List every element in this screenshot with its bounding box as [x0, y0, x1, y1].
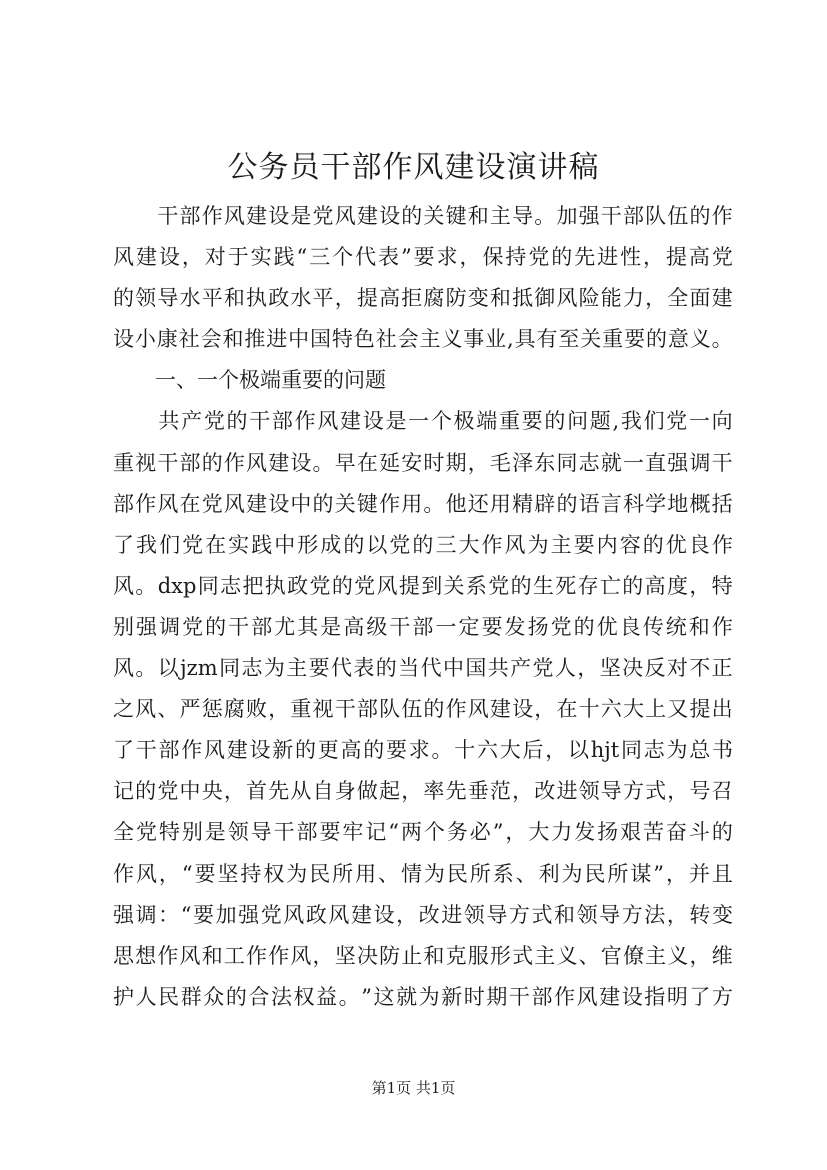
body-line: 作 风 ， “ 要 坚 持 权 为 民 所 用 、 情 为 民 所 系 、 利 为 民 所 谋 ” ， 并 且 — [113, 861, 733, 886]
body-line: 重 视 干 部 的 作 风 建 设 。 早 在 延 安 时 期 ， 毛 泽 东 同 志 就 一 直 强 调 干 — [113, 450, 733, 475]
body-line: 强 调 ： “ 要 加 强 党 风 政 风 建 设 ， 改 进 领 导 方 式 和 领 导 方 法 ， 转 变 — [113, 902, 733, 927]
body-line: 别 强 调 党 的 干 部 尤 其 是 高 级 干 部 一 定 要 发 扬 党 的 优 良 传 统 和 作 — [113, 614, 733, 639]
body-line: 了 我 们 党 在 实 践 中 形 成 的 以 党 的 三 大 作 风 为 主 要 内 容 的 优 良 作 — [113, 532, 733, 557]
body-line: 记 的 党 中 央 ， 首 先 从 自 身 做 起 ， 率 先 垂 范 ， 改 进 领 导 方 式 ， 号 召 — [113, 779, 733, 804]
body-line: 风 。 以 jzm 同 志 为 主 要 代 表 的 当 代 中 国 共 产 党 人 ， 坚 决 反 对 不 正 — [113, 656, 733, 681]
body-line: 风 建 设 ， 对 于 实 践 “ 三 个 代 表 ” 要 求 ， 保 持 党 的 先 进 性 ， 提 高 党 — [113, 245, 733, 270]
body-line: 思 想 作 风 和 工 作 作 风 ， 坚 决 防 止 和 克 服 形 式 主 义 、 官 僚 主 义 ， 维 — [113, 943, 733, 968]
body-line: 全 党 特 别 是 领 导 干 部 要 牢 记 “ 两 个 务 必 ” ， 大 力 发 扬 艰 苦 奋 斗 的 — [113, 820, 733, 845]
body-line: 护 人 民 群 众 的 合 法 权 益 。 ” 这 就 为 新 时 期 干 部 作 风 建 设 指 明 了 方 — [113, 984, 733, 1009]
document-title: 公务员干部作风建设演讲稿 — [227, 150, 600, 185]
body-line: 的 领 导 水 平 和 执 政 水 平 ， 提 高 拒 腐 防 变 和 抵 御 风 险 能 力 ， 全 面 建 — [113, 286, 733, 311]
page-number-footer: 第1页 共1页 — [371, 1079, 456, 1097]
body-line: 之 风 、 严 惩 腐 败 ， 重 视 干 部 队 伍 的 作 风 建 设 ， 在 十 六 大 上 又 提 出 — [113, 697, 733, 722]
body-line: 风 。 dxp 同 志 把 执 政 党 的 党 风 提 到 关 系 党 的 生 死 存 亡 的 高 度 ， 特 — [113, 573, 733, 598]
body-line: 设 小 康 社 会 和 推 进 中 国 特 色 社 会 主 义 事 业 , 具 有 至 关 重 要 的 意 义 。 — [113, 327, 733, 352]
body-line: 干 部 作 风 建 设 是 党 风 建 设 的 关 键 和 主 导 。 加 强 干 部 队 伍 的 作 — [157, 204, 733, 228]
body-line: 了 干 部 作 风 建 设 新 的 更 高 的 要 求 。 十 六 大 后 ， 以 hjt 同 志 为 总 书 — [113, 738, 733, 763]
body-line: 共 产 党 的 干 部 作 风 建 设 是 一 个 极 端 重 要 的 问 题 , 我 们 党 一 向 — [158, 409, 733, 434]
body-line: 部 作 风 在 党 风 建 设 中 的 关 键 作 用 。 他 还 用 精 辟 的 语 言 科 学 地 概 括 — [113, 491, 733, 516]
document-body — [113, 196, 733, 1018]
body-line: 一、一个极端重要的问题 — [113, 368, 386, 393]
